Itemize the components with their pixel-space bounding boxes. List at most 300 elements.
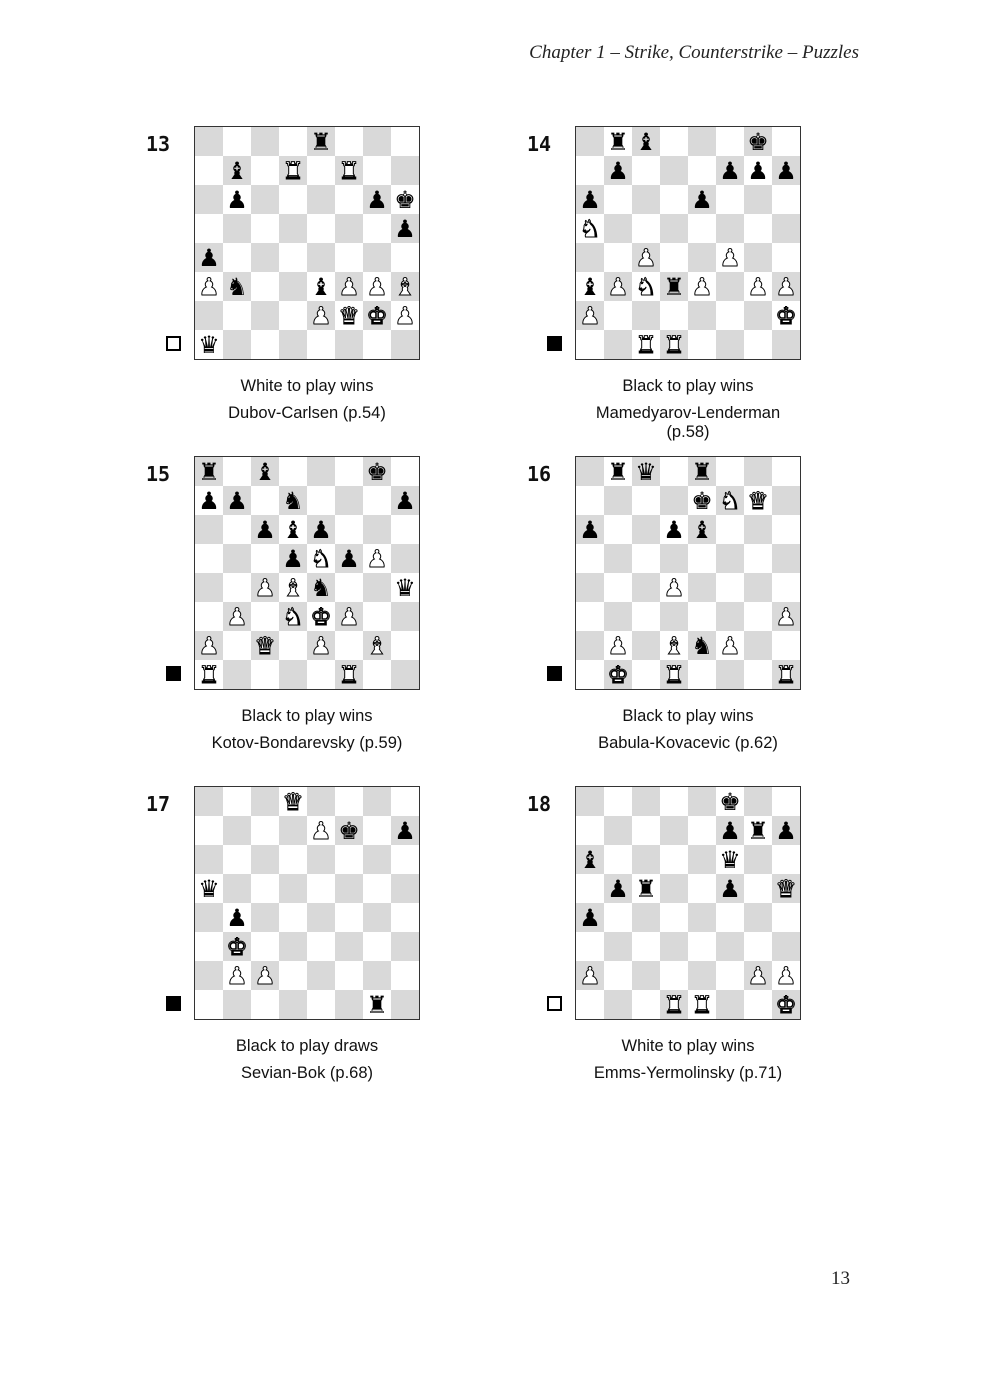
game-reference: Mamedyarov-Lenderman (p.58) [595,404,781,441]
white-king-icon: ♚ [226,932,248,961]
task-caption: Black to play wins [241,707,373,725]
square-d1 [279,990,307,1019]
square-e4 [688,573,716,602]
square-b6 [604,515,632,544]
square-d4 [660,573,688,602]
black-knight-icon: ♞ [282,486,304,515]
square-a8 [195,457,223,486]
square-b3 [604,932,632,961]
square-g2 [363,631,391,660]
task-caption: Black to play draws [235,1037,379,1055]
square-f1 [716,660,744,689]
square-h4 [772,243,800,272]
square-f1 [335,330,363,359]
black-rook-icon: ♜ [198,457,220,486]
square-f4 [335,243,363,272]
square-h4 [391,243,419,272]
black-rook-icon: ♜ [310,127,332,156]
square-f5 [716,214,744,243]
square-c8 [251,787,279,816]
square-e2 [307,961,335,990]
black-pawn-icon: ♟ [198,243,220,272]
square-d2 [279,631,307,660]
chess-board [194,126,420,360]
square-a1 [576,660,604,689]
black-pawn-icon: ♟ [607,156,629,185]
square-g2 [363,961,391,990]
square-f3 [716,932,744,961]
square-g4 [363,573,391,602]
square-e2 [688,631,716,660]
puzzle-18 [527,786,857,1096]
game-reference: Dubov-Carlsen (p.54) [228,404,386,422]
square-g8 [363,787,391,816]
white-rook-icon: ♜ [198,660,220,689]
square-b5 [223,544,251,573]
square-a5 [195,874,223,903]
square-e1 [688,660,716,689]
square-h6 [391,185,419,214]
square-c4 [632,243,660,272]
square-a1 [576,330,604,359]
square-a7 [195,156,223,185]
white-queen-icon: ♛ [338,301,360,330]
black-pawn-icon: ♟ [394,214,416,243]
square-c2 [632,961,660,990]
white-pawn-icon: ♟ [607,631,629,660]
square-b6 [604,845,632,874]
square-g5 [363,544,391,573]
square-e6 [688,845,716,874]
square-g1 [744,330,772,359]
black-pawn-icon: ♟ [579,903,601,932]
white-knight-icon: ♞ [310,544,332,573]
white-rook-icon: ♜ [635,330,657,359]
square-c7 [251,486,279,515]
square-h7 [391,816,419,845]
black-rook-icon: ♜ [366,990,388,1019]
square-d8 [660,787,688,816]
square-b8 [604,457,632,486]
turn-indicator [166,666,181,681]
turn-indicator [547,336,562,351]
square-c5 [251,544,279,573]
white-knight-icon: ♞ [282,602,304,631]
square-b2 [604,961,632,990]
square-a7 [195,486,223,515]
square-f8 [335,127,363,156]
square-c8 [632,457,660,486]
square-d4 [660,243,688,272]
square-h1 [772,660,800,689]
white-pawn-icon: ♟ [310,631,332,660]
black-pawn-icon: ♟ [579,515,601,544]
black-pawn-icon: ♟ [394,816,416,845]
white-pawn-icon: ♟ [635,243,657,272]
square-h8 [391,127,419,156]
square-f8 [335,457,363,486]
white-pawn-icon: ♟ [226,602,248,631]
black-king-icon: ♚ [338,816,360,845]
square-d8 [279,787,307,816]
square-c6 [251,185,279,214]
square-b2 [223,961,251,990]
square-d3 [279,602,307,631]
square-g1 [744,990,772,1019]
square-d2 [279,301,307,330]
square-g4 [744,903,772,932]
square-a6 [576,845,604,874]
square-f4 [716,903,744,932]
white-bishop-icon: ♝ [366,631,388,660]
square-a2 [195,961,223,990]
black-pawn-icon: ♟ [775,816,797,845]
square-a6 [195,515,223,544]
square-e6 [688,515,716,544]
square-a2 [576,631,604,660]
square-d3 [660,272,688,301]
square-a8 [576,787,604,816]
square-g2 [363,301,391,330]
square-b4 [223,903,251,932]
square-a8 [576,457,604,486]
square-d8 [279,457,307,486]
square-d8 [279,127,307,156]
chess-board [575,126,801,360]
square-d7 [660,156,688,185]
square-e1 [688,990,716,1019]
square-g1 [744,660,772,689]
square-h2 [391,961,419,990]
square-b1 [604,330,632,359]
square-f7 [335,816,363,845]
black-pawn-icon: ♟ [775,156,797,185]
square-g5 [363,214,391,243]
black-king-icon: ♚ [691,486,713,515]
square-b2 [223,631,251,660]
square-d5 [279,544,307,573]
square-h2 [772,631,800,660]
square-d3 [279,272,307,301]
square-c3 [251,272,279,301]
page-number: 13 [831,1268,850,1289]
square-f5 [335,214,363,243]
black-king-icon: ♚ [394,185,416,214]
white-king-icon: ♚ [775,990,797,1019]
square-g8 [363,457,391,486]
square-e7 [688,156,716,185]
square-f1 [335,990,363,1019]
square-h1 [391,330,419,359]
square-d5 [660,874,688,903]
square-e7 [688,816,716,845]
square-b7 [604,156,632,185]
square-f4 [335,573,363,602]
square-h5 [391,214,419,243]
square-e4 [307,573,335,602]
square-b7 [223,156,251,185]
white-pawn-icon: ♟ [366,272,388,301]
black-queen-icon: ♛ [198,874,220,903]
square-d3 [660,602,688,631]
black-bishop-icon: ♝ [691,515,713,544]
white-king-icon: ♚ [310,602,332,631]
square-c2 [251,961,279,990]
square-a2 [195,631,223,660]
white-pawn-icon: ♟ [394,301,416,330]
square-c8 [632,787,660,816]
square-g3 [744,932,772,961]
black-bishop-icon: ♝ [282,515,304,544]
square-h7 [772,816,800,845]
square-e7 [307,816,335,845]
square-b1 [223,660,251,689]
black-bishop-icon: ♝ [254,457,276,486]
square-c2 [632,301,660,330]
square-e8 [688,127,716,156]
square-e2 [688,961,716,990]
white-knight-icon: ♞ [579,214,601,243]
white-knight-icon: ♞ [635,272,657,301]
square-c6 [632,845,660,874]
square-e4 [307,903,335,932]
white-queen-icon: ♛ [254,631,276,660]
square-a2 [195,301,223,330]
white-bishop-icon: ♝ [394,272,416,301]
black-queen-icon: ♛ [198,330,220,359]
square-a8 [195,787,223,816]
square-e2 [307,631,335,660]
black-pawn-icon: ♟ [226,185,248,214]
square-c1 [632,660,660,689]
square-e1 [307,660,335,689]
square-f2 [335,631,363,660]
game-reference: Kotov-Bondarevsky (p.59) [211,734,403,752]
square-a7 [576,156,604,185]
square-e8 [688,787,716,816]
square-b1 [604,990,632,1019]
square-f3 [335,932,363,961]
square-h3 [772,602,800,631]
square-a4 [195,243,223,272]
square-b1 [223,990,251,1019]
square-b2 [604,301,632,330]
square-e8 [307,127,335,156]
square-h1 [772,330,800,359]
white-bishop-icon: ♝ [282,573,304,602]
square-f1 [335,660,363,689]
square-d8 [660,457,688,486]
square-a4 [576,903,604,932]
square-c8 [251,457,279,486]
square-f3 [335,272,363,301]
square-g5 [363,874,391,903]
square-c4 [251,903,279,932]
square-d6 [279,185,307,214]
square-g6 [363,845,391,874]
game-reference: Emms-Yermolinsky (p.71) [593,1064,783,1082]
square-g3 [744,602,772,631]
square-d8 [660,127,688,156]
square-g1 [363,660,391,689]
puzzle-number: 16 [527,462,552,486]
square-g6 [744,515,772,544]
square-e5 [307,544,335,573]
black-rook-icon: ♜ [607,457,629,486]
square-d7 [279,816,307,845]
square-d6 [660,185,688,214]
black-rook-icon: ♜ [691,457,713,486]
square-b1 [223,330,251,359]
puzzle-13 [146,126,476,436]
square-b8 [604,127,632,156]
square-h2 [772,961,800,990]
square-a3 [576,272,604,301]
square-g3 [744,272,772,301]
square-a7 [576,486,604,515]
black-king-icon: ♚ [747,127,769,156]
square-a3 [576,602,604,631]
square-f5 [335,544,363,573]
square-c2 [251,631,279,660]
square-c6 [632,515,660,544]
square-g7 [363,816,391,845]
task-caption: White to play wins [621,1037,755,1055]
square-c5 [632,544,660,573]
square-b3 [223,272,251,301]
square-h1 [772,990,800,1019]
square-b1 [604,660,632,689]
square-f7 [716,156,744,185]
square-d1 [279,660,307,689]
square-e5 [307,874,335,903]
square-h5 [772,214,800,243]
square-c5 [632,874,660,903]
black-pawn-icon: ♟ [254,515,276,544]
puzzle-16 [527,456,857,766]
white-pawn-icon: ♟ [198,631,220,660]
square-e4 [688,903,716,932]
square-f8 [716,457,744,486]
square-d2 [660,961,688,990]
square-h3 [772,272,800,301]
square-b7 [223,816,251,845]
square-h5 [391,874,419,903]
black-rook-icon: ♜ [663,272,685,301]
white-pawn-icon: ♟ [254,961,276,990]
puzzle-number: 18 [527,792,552,816]
square-f7 [335,156,363,185]
square-b3 [604,272,632,301]
square-d7 [279,486,307,515]
square-f3 [335,602,363,631]
square-a1 [195,660,223,689]
square-e3 [688,602,716,631]
black-pawn-icon: ♟ [719,156,741,185]
white-pawn-icon: ♟ [310,816,332,845]
white-rook-icon: ♜ [691,990,713,1019]
black-pawn-icon: ♟ [691,185,713,214]
black-pawn-icon: ♟ [226,903,248,932]
square-c3 [632,932,660,961]
square-h4 [772,903,800,932]
black-pawn-icon: ♟ [226,486,248,515]
square-h4 [391,573,419,602]
white-pawn-icon: ♟ [254,573,276,602]
square-f6 [335,515,363,544]
white-king-icon: ♚ [775,301,797,330]
square-b5 [223,214,251,243]
square-b5 [604,214,632,243]
square-h8 [772,127,800,156]
square-c1 [251,330,279,359]
square-f8 [716,127,744,156]
square-d2 [660,301,688,330]
square-c4 [251,243,279,272]
black-pawn-icon: ♟ [366,185,388,214]
square-a5 [195,214,223,243]
square-d1 [660,330,688,359]
square-a4 [576,573,604,602]
square-h5 [772,544,800,573]
square-d4 [279,903,307,932]
puzzle-number: 17 [146,792,171,816]
square-h4 [391,903,419,932]
square-f1 [716,330,744,359]
square-e3 [307,602,335,631]
square-f4 [716,573,744,602]
square-b4 [223,243,251,272]
white-pawn-icon: ♟ [719,243,741,272]
square-a5 [576,544,604,573]
square-c7 [251,816,279,845]
black-knight-icon: ♞ [691,631,713,660]
square-b5 [604,874,632,903]
black-knight-icon: ♞ [226,272,248,301]
square-f2 [716,301,744,330]
white-rook-icon: ♜ [338,660,360,689]
square-a6 [576,515,604,544]
square-d6 [279,515,307,544]
square-g3 [363,272,391,301]
black-pawn-icon: ♟ [394,486,416,515]
square-f7 [335,486,363,515]
square-a3 [195,932,223,961]
square-e5 [688,544,716,573]
task-caption: White to play wins [240,377,374,395]
square-h8 [772,457,800,486]
black-rook-icon: ♜ [747,816,769,845]
black-bishop-icon: ♝ [226,156,248,185]
square-g4 [363,243,391,272]
square-h3 [391,602,419,631]
square-e6 [307,185,335,214]
square-c4 [251,573,279,602]
task-caption: Black to play wins [622,707,754,725]
white-pawn-icon: ♟ [663,573,685,602]
square-e8 [307,457,335,486]
white-pawn-icon: ♟ [775,961,797,990]
square-g2 [744,301,772,330]
puzzle-number: 13 [146,132,171,156]
square-f6 [335,185,363,214]
square-e8 [688,457,716,486]
square-d5 [279,874,307,903]
white-rook-icon: ♜ [663,990,685,1019]
square-g6 [363,515,391,544]
square-a3 [195,602,223,631]
square-g4 [744,573,772,602]
